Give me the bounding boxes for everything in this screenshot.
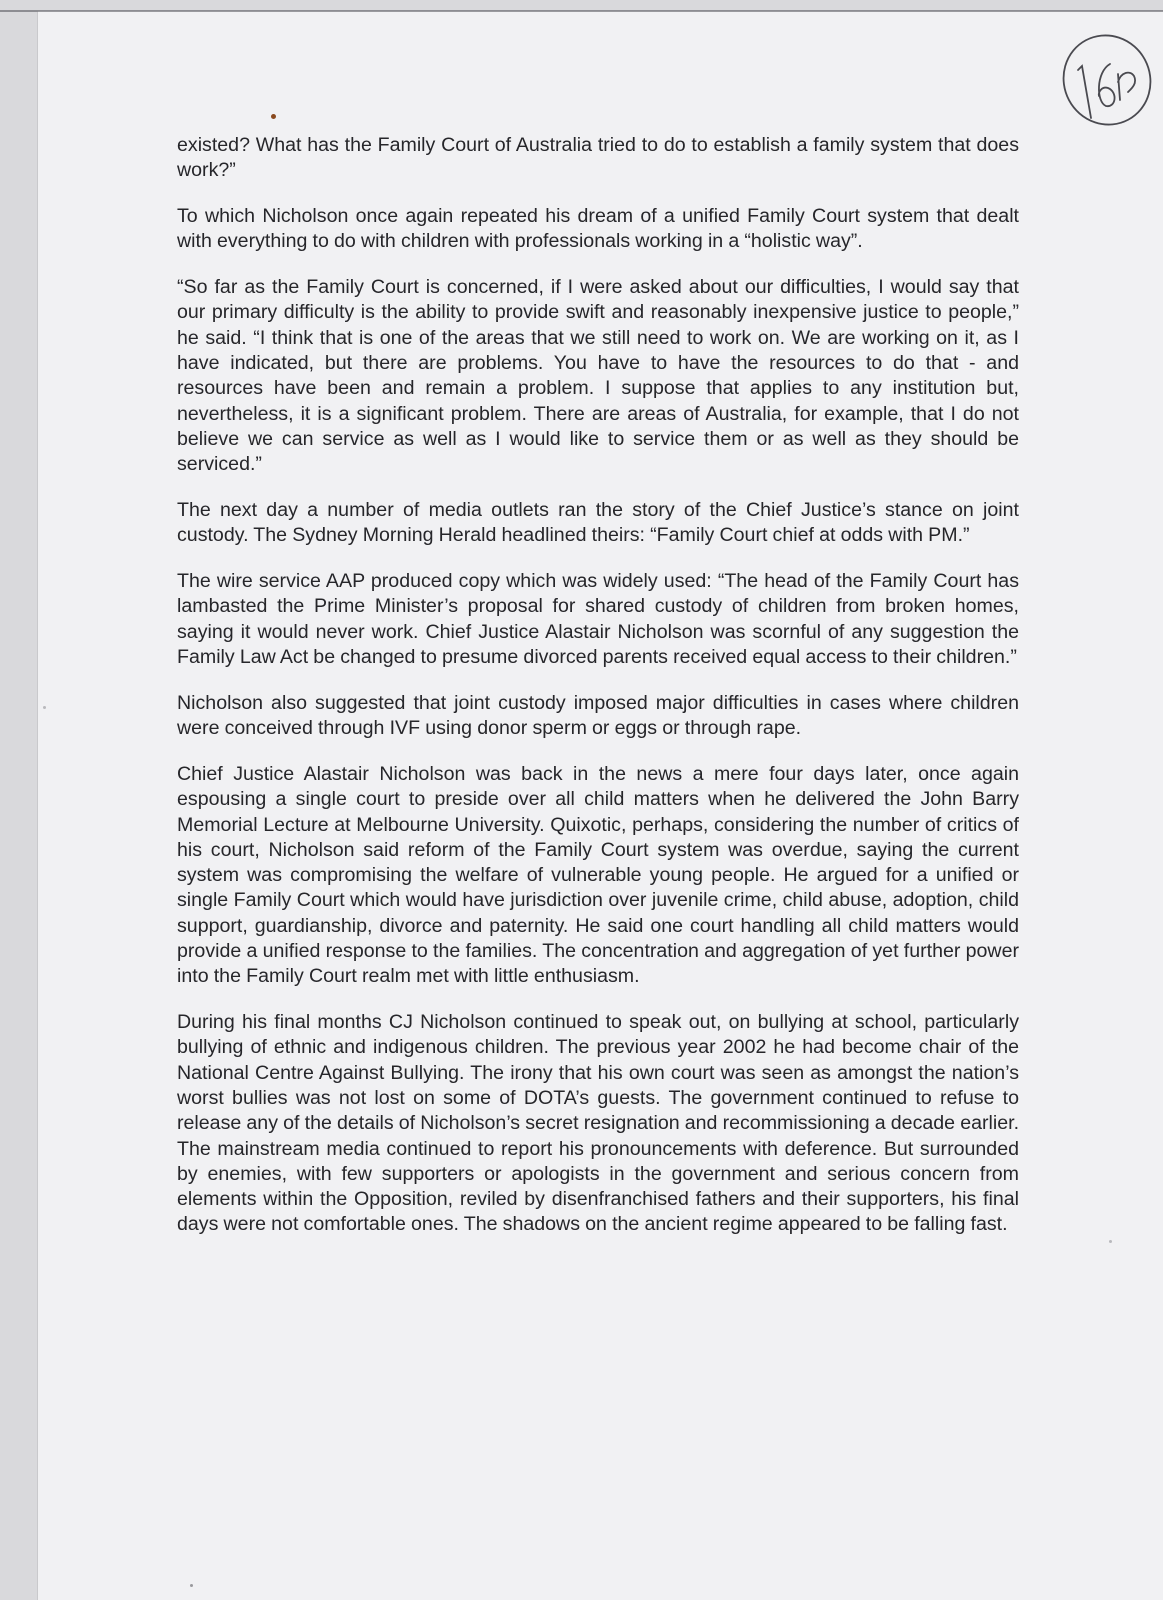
paragraph: “So far as the Family Court is concerned, if I were asked about our difficulties, I would say that our primary difficulty is the ability to provide swift and reasonably inexpensive justice to people,” he said. “I think that is one of the areas that we still need to work on. We are working on it, as I have indicated, but there are problems. You have to have the resources to do that - and resources have been and remain a problem. I suppose that applies to any institution but, nevertheless, it is a significant problem. There are areas of Australia, for example, that I do not believe we can service as well as I would like to service them or as well as they should be serviced.”	[177, 276, 1019, 476]
page-number-circle	[1058, 26, 1156, 130]
page-number-stroke-1	[1078, 66, 1091, 118]
paragraph: Chief Justice Alastair Nicholson was back in the news a mere four days later, once again espousing a single court to preside over all child matters when he delivered the John Barry Memorial Lecture at Melbourne University. Quixotic, perhaps, considering the number of critics of his court, Nicholson said reform of the Family Court system was overdue, saying the current system was compromising the welfare of vulnerable young people. He argued for a unified or single Family Court which would have jurisdiction over juvenile crime, child abuse, adoption, child support, guardianship, divorce and paternity. He said one court handling all child matters would provide a unified response to the families. The concentration and aggregation of yet further power into the Family Court realm met with little enthusiasm.	[177, 762, 1019, 988]
scan-dust	[1109, 1240, 1112, 1243]
paragraph: The next day a number of media outlets ran the story of the Chief Justice’s stance on joint custody. The Sydney Morning Herald headlined theirs: “Family Court chief at odds with PM.”	[177, 499, 1019, 547]
scan-dust	[43, 706, 46, 709]
paragraph: Nicholson also suggested that joint custody imposed major difficulties in cases where children were conceived through IVF using donor sperm or eggs or through rape.	[177, 691, 1019, 740]
paragraph: existed? What has the Family Court of Australia tried to do to establish a family system that does work?”	[177, 134, 1019, 182]
paragraph: To which Nicholson once again repeated his dream of a unified Family Court system that dealt with everything to do with children with professionals working in a “holistic way”.	[177, 205, 1019, 253]
page-number-stroke-r	[1118, 73, 1135, 100]
scan-dust	[190, 1584, 193, 1587]
paragraph: During his final months CJ Nicholson continued to speak out, on bullying at school, particularly bullying of ethnic and indigenous children. The previous year 2002 he had become chair of the National Centre Against Bullying. The irony that his own court was seen as amongst the nation’s worst bullies was not lost on some of DOTA’s guests. The government continued to refuse to release any of the details of Nicholson’s secret resignation and recommissioning a decade earlier. The mainstream media continued to report his pronouncements with deference. But surrounded by enemies, with few supporters or apologists in the government and serious concern from elements within the Opposition, reviled by disenfranchised fathers and their supporters, his final days were not comfortable ones. The shadows on the ancient regime appeared to be falling fast.	[177, 1011, 1020, 1236]
handwritten-page-number	[1058, 26, 1156, 130]
document-body	[177, 133, 1019, 1258]
ink-speck	[271, 114, 276, 119]
page-number-stroke-6	[1099, 64, 1115, 106]
paragraph: The wire service AAP produced copy which was widely used: “The head of the Family Court has lambasted the Prime Minister’s proposal for shared custody of children from broken homes, saying it would never work. Chief Justice Alastair Nicholson was scornful of any suggestion the Family Law Act be changed to presume divorced parents received equal access to their children.”	[177, 570, 1019, 669]
